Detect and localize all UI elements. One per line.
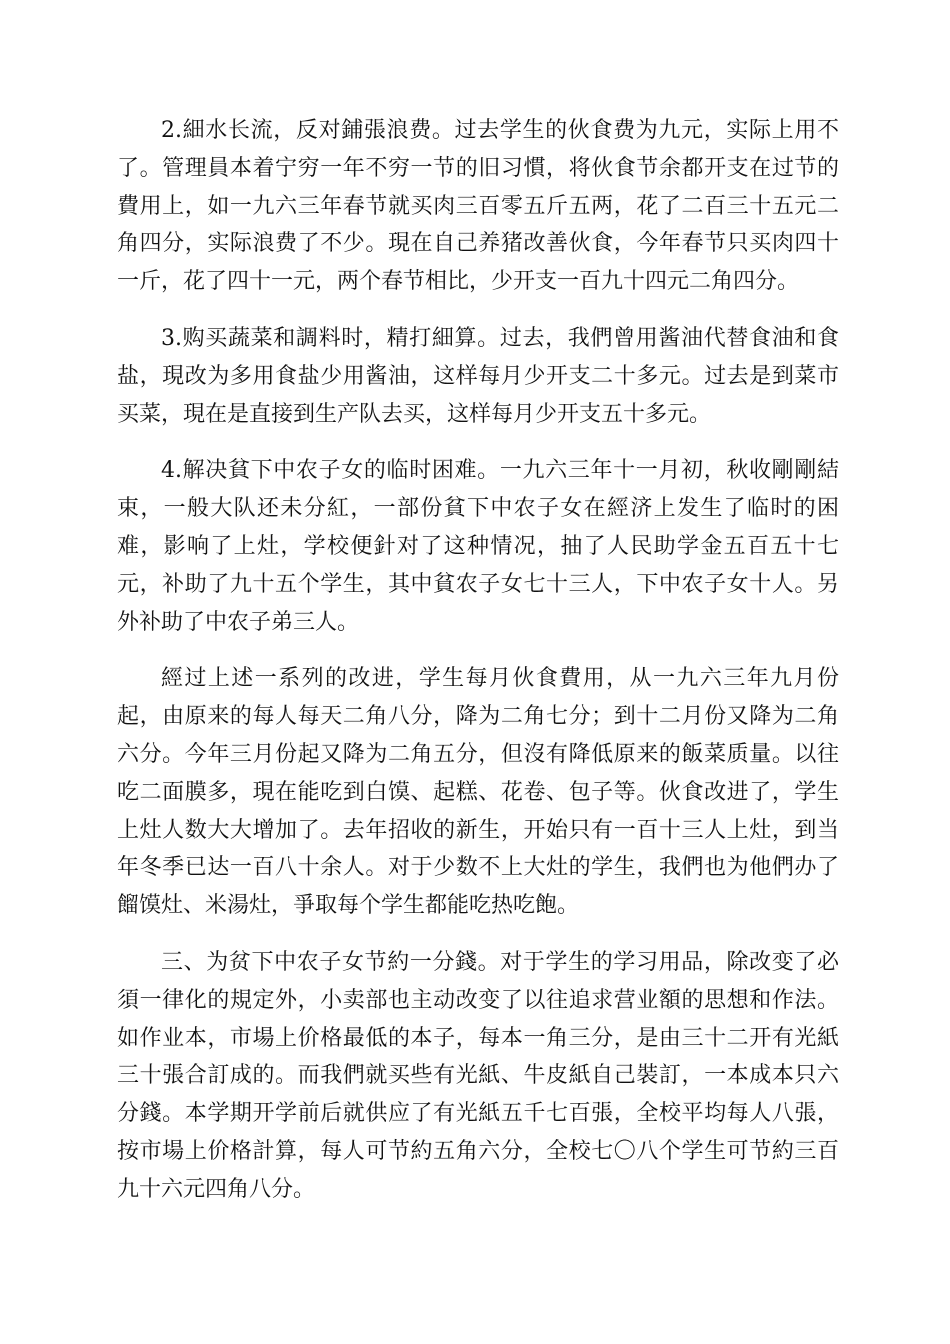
paragraph-meal-cost-results: 經过上述一系列的改进，学生每月伙食費用，从一九六三年九月份起，由原来的每人每天二角八分，降为二角七分；到十二月份又降为二角六分。今年三月份起又降为二角五分，但沒有降低原来的飯菜质量。以往吃二面膜多，現在能吃到白馍、起糕、花卷、包子等。伙食改进了，学生上灶人数大大增加了。去年招收的新生，开始只有一百十三人上灶，到当年冬季已达一百八十余人。对于少数不上大灶的学生，我們也为他們办了餾馍灶、米湯灶，爭取每个学生都能吃热吃飽。 <box>117 666 839 919</box>
paragraph-peasant-children-aid: 4.解决貧下中农子女的临时困难。一九六三年十一月初，秋收剛剛結束，一般大队还未分紅，一部份貧下中农子女在經济上发生了临时的困难，影响了上灶，学校便針对了这种情况，抽了人民助学金五百五十七元，补助了九十五个学生，其中貧农子女七十三人，下中农子女十人。另外补助了中农子弟三人。 <box>117 458 839 635</box>
document-page <box>117 112 839 1228</box>
paragraph-school-supplies-savings: 三、为贫下中农子女节約一分錢。对于学生的学习用品，除改变了必須一律化的規定外，小卖部也主动改变了以往追求营业額的思想和作法。如作业本，市場上价格最低的本子，每本一角三分，是由三十二开有光紙三十張合訂成的。而我們就买些有光紙、牛皮紙自己裝訂，一本成本只六分錢。本学期开学前后就供应了有光紙五千七百張，全校平均每人八張，按市場上价格計算，每人可节約五角六分，全校七〇八个学生可节約三百九十六元四角八分。 <box>117 949 839 1202</box>
paragraph-vegetable-purchasing: 3.购买蔬菜和調料时，精打細算。过去，我們曾用酱油代替食油和食盐，現改为多用食盐少用酱油，这样每月少开支二十多元。过去是到菜市买菜，現在是直接到生产队去买，这样每月少开支五十多元。 <box>117 325 839 427</box>
paragraph-frugal-spending: 2.細水长流，反对鋪張浪费。过去学生的伙食费为九元，实际上用不了。管理員本着宁穷一年不穷一节的旧习慣，将伙食节余都开支在过节的費用上，如一九六三年春节就买肉三百零五斤五两，花了二百三十五元二角四分，实际浪费了不少。現在自己养猪改善伙食，今年春节只买肉四十一斤，花了四十一元，两个春节相比，少开支一百九十四元二角四分。 <box>117 118 839 295</box>
